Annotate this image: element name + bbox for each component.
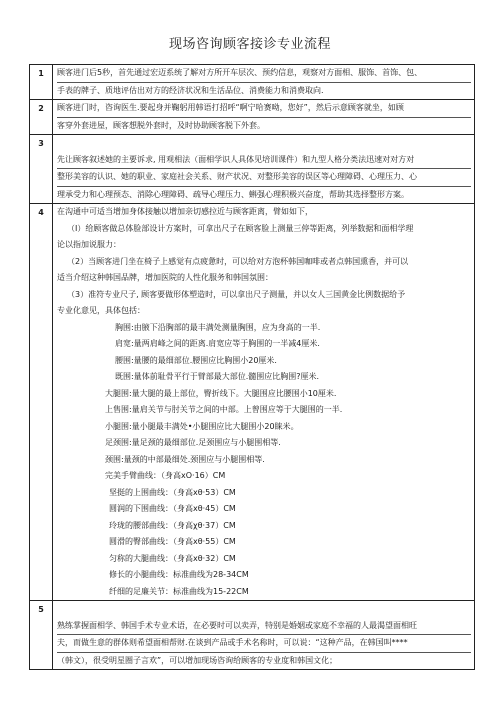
- paragraph-line: （3）准符专业尺子, 顾客要做形体塑造时，可以拿出尺子测量，并以女人三国黄金比例数据给予: [67, 289, 406, 299]
- step-text-line: 顾客进门后5秒，首先通过宏迈系统了解对方所开车层次、预约信息，观察对方面相、服饰、首饰、包、: [57, 65, 471, 83]
- curve-item: 圆润的下围曲线：（身高xθ·45）CM: [109, 504, 236, 513]
- measure-item: 小腿围:量小腿最丰满处•小腿围应比大腿围小20睐米。: [105, 421, 299, 431]
- step-number: 4: [30, 204, 53, 601]
- curve-item: 完美手臂曲线：（身高xO·16）CM: [105, 471, 226, 480]
- step-text-line: 整形美容的认识、她的职业、家庭社会关系、财产状况、对整形美容的误区等心理障碍、心理压力、心: [57, 169, 471, 187]
- paragraph-line: 专业化意见，具体包括：: [57, 306, 145, 315]
- curve-item: 玲珑的腰部曲线：（身高χθ·37）CM: [109, 520, 236, 530]
- step-number: 3: [30, 135, 53, 204]
- step-content: [53, 65, 475, 100]
- step-number: 1: [30, 65, 53, 100]
- step-content: [53, 204, 475, 601]
- paragraph-line: 论以指加说服力：: [57, 240, 121, 249]
- page-title: 现场咨询顾客接诊专业流程: [168, 37, 331, 52]
- table-row: [30, 601, 475, 670]
- paragraph-line: （I）给顾客做总体脸部设计方案时，可拿出尺子在顾客脸上测量三停等距离，列举数据和面相学理: [67, 223, 414, 233]
- step-content: [53, 601, 475, 670]
- step-text-line: 夫，而做生意的群体则希望面相帮财.在谈到产品或手术名称时，可以说：“这种产品，在韩国叫****: [57, 635, 471, 653]
- measure-item: 足颈围:量足颈的最细部位.足颈围应与小腿围相等.: [105, 438, 281, 447]
- step-content: [53, 100, 475, 135]
- measure-item: 胸围:由腋下沿胸部的最丰满处测量胸围，应为身高的一半.: [115, 322, 321, 332]
- step-content: [53, 135, 475, 204]
- paragraph-line: （2）当顾客进门坐在椅子上感觉有点疲惫时，可以给对方泡杯韩国咖啡或者点韩国熏香，并可以: [67, 256, 409, 266]
- measure-item: 颈围:量颈的中部最细处.颈围应与小腿围相等.: [105, 454, 265, 464]
- step-text-line: （韩文），很受明星圈子言欢”，可以增加现场咨询给顾客的专业度和韩国文化；: [57, 655, 338, 665]
- step-text-line: 熟练掌握面相学、韩国手术专业术语，在必要时可以卖弄，特别是婚姻或家庭不幸福的人最渴望面相旺: [57, 618, 471, 636]
- table-row: [30, 135, 475, 204]
- curve-item: 匀称的大腿曲线：（身高xθ·32）CM: [109, 553, 236, 563]
- curve-item: 修长的小腿曲线：标准曲线为28-34CM: [109, 570, 249, 579]
- measure-item: 上售围:量肩关节与肘关节之间的中部。上曾围应等于大腿围的一半.: [105, 405, 343, 414]
- measure-item: 大腿围:量大腿的最上部位，臀折线下。大腿围应比腰围小10厘米.: [105, 388, 337, 398]
- process-table: [29, 64, 475, 670]
- step-intro: 在沟通中可适当增加身体接触以增加亲切感拉近与顾客距离，臂如如下，: [57, 207, 313, 216]
- paragraph-line: 适当介绍这种韩国品牌，增加医院的人性化服务和韩国氛围：: [57, 273, 273, 282]
- step-text-line: 手表的牌子、质地评估出对方的经济状况和生活品位、消费能力和消费取向.: [57, 85, 324, 95]
- measure-item: 既围:量体前耻骨平行于臂部最大部位.髓围应比胸围?厘米.: [115, 372, 320, 381]
- step-text-line: 客穿外套进屋，顾客想脱外套时，及时协助顾客脱下外套。: [57, 120, 265, 130]
- step-number: 2: [30, 100, 53, 135]
- step-number: 5: [30, 601, 53, 670]
- table-row: [30, 100, 475, 135]
- step-text-line: 顾客进门时，咨询医生.要起身并鞠躬用韩语打招呼“啊宁哈赛呦，您好”，然后示意顾客就坐，如顾: [57, 100, 471, 118]
- curve-item: 坚挺的上围曲线：（身高xθ·53）CM: [109, 487, 236, 497]
- table-row: [30, 65, 475, 100]
- step-text-line: 先让顾客叙述她的主要诉求, 用观相法（面相学识人具体见培训课件）和九型人格分类法迅速对对方对: [57, 152, 471, 170]
- curve-item: 纤细的足廉关节：标准曲线为15-22CM: [109, 586, 249, 596]
- measure-item: 腰围:量腰的最细部位.腰围应比胸围小20厘米.: [115, 355, 277, 365]
- measure-item: 肩宽:量两肩峰之间的距离.肩宽应等于胸围的一半减4厘米.: [115, 339, 320, 348]
- table-row: [30, 204, 475, 601]
- step-text-line: 理承受力和心理预态、消除心理障碍、疏导心理压力、蝌强心理积极兴奋度，帮助其选择整形方案。: [57, 189, 409, 199]
- curve-item: 圆滑的臀部曲线：（身高xθ·55）CM: [109, 537, 236, 546]
